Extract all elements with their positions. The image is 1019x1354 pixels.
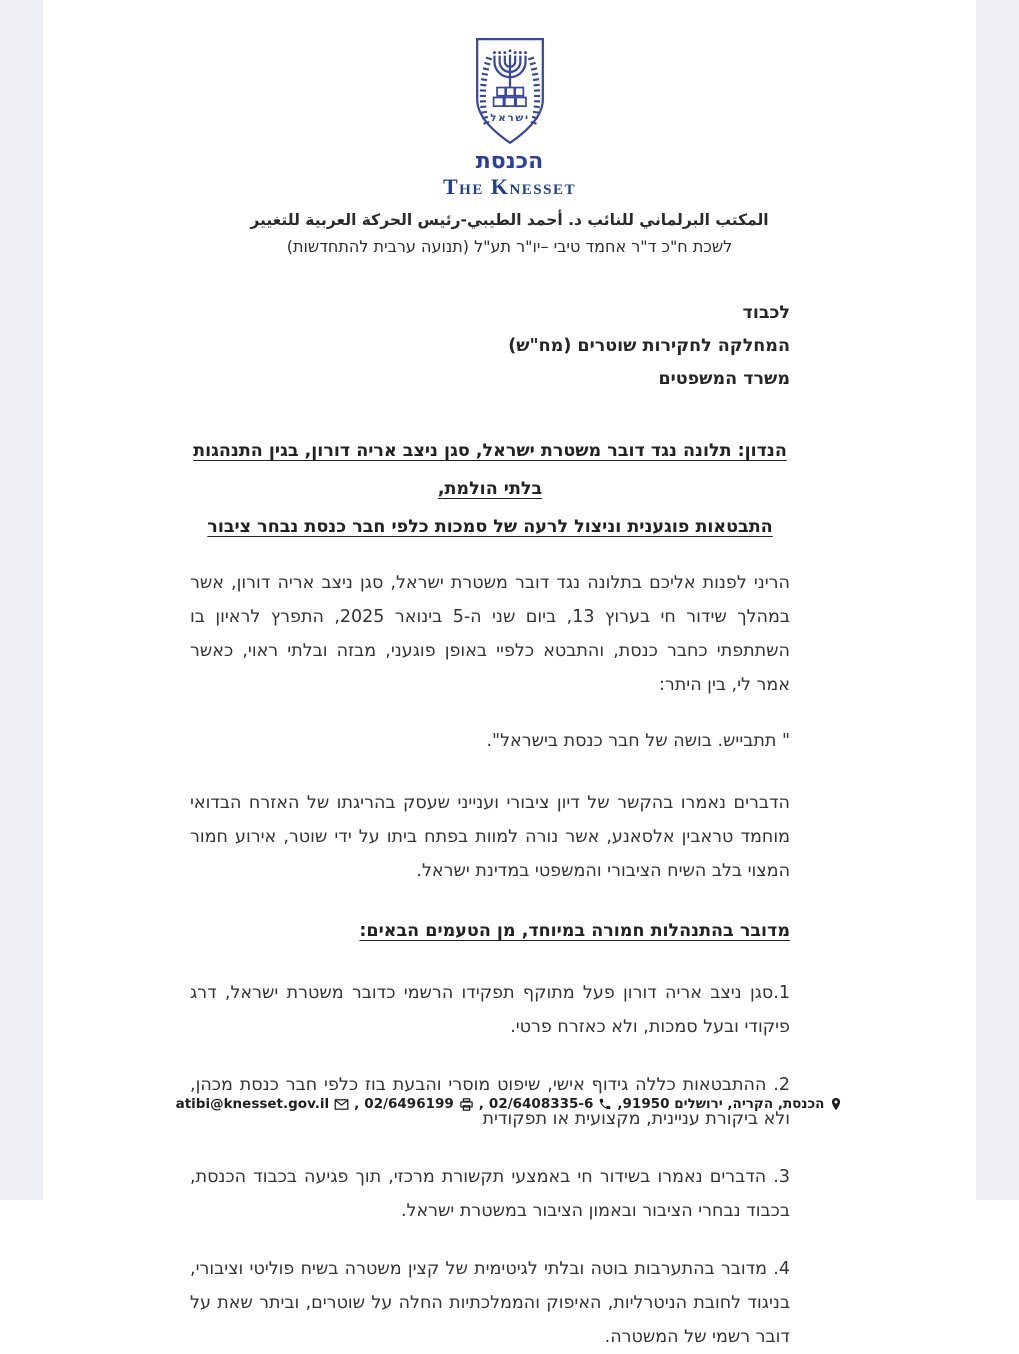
knesset-title-hebrew: הכנסת xyxy=(475,149,544,174)
viewer-gutter-left xyxy=(0,0,43,1200)
footer-email: atibi@knesset.gov.il xyxy=(175,1096,330,1112)
footer-separator-2: , xyxy=(354,1096,360,1112)
office-line-hebrew: לשכת ח"כ ד"ר אחמד טיבי –יו"ר תע"ל (תנועה ערבית להתחדשות) xyxy=(286,237,733,256)
quoted-statement: " תתבייש. בושה של חבר כנסת בישראל". xyxy=(486,731,790,751)
reason-item-2: 2. ההתבטאות כללה גידוף אישי, שיפוט מוסרי והבעת בוז כלפי חבר כנסת מכהן, ולא ביקורת עניינית, מקצועית או תפקודית xyxy=(190,1075,790,1129)
email-envelope-icon xyxy=(334,1097,349,1112)
location-pin-icon xyxy=(829,1097,843,1111)
contact-footer xyxy=(43,1094,976,1114)
footer-separator-1: , xyxy=(478,1096,484,1112)
letterhead xyxy=(43,0,976,259)
reason-item-1: 1.סגן ניצב אריה דורון פעל מתוקף תפקידו הרשמי כדובר משטרת ישראל, דרג פיקודי ובעל סמכות, ולא כאזרח פרטי. xyxy=(190,983,790,1037)
letter-page xyxy=(43,0,976,1347)
footer-phone-number: 02/6408335-6 xyxy=(488,1096,594,1112)
reason-item-3: 3. הדברים נאמרו בשידור חי באמצעי תקשורת מרכזי, תוך פגיעה בכבוד הכנסת, בכבוד נבחרי הציבור ובאמון הציבור במשטרת ישראל. xyxy=(190,1167,790,1221)
knesset-emblem-icon xyxy=(43,34,976,148)
subject-line-2: התבטאות פוגענית וניצול לרעה של סמכות כלפי חבר כנסת נבחר ציבור xyxy=(207,517,773,537)
office-line-arabic: المكتب البرلماني للنائب د. أحمد الطيبي-رئيس الحركة العربية للتغيير xyxy=(250,211,769,229)
emblem-israel-label: ישראל xyxy=(489,112,530,125)
subject-line-1: הנדון: תלונה נגד דובר משטרת ישראל, סגן ניצב אריה דורון, בגין התנהגות בלתי הולמת, xyxy=(193,441,787,499)
subject-line xyxy=(190,432,790,546)
footer-fax-number: 02/6496199 xyxy=(364,1096,454,1112)
viewer-gutter-right xyxy=(976,0,1019,1200)
recipient-ministry: משרד המשפטים xyxy=(658,369,790,389)
fax-printer-icon xyxy=(459,1097,474,1112)
phone-icon xyxy=(598,1097,612,1111)
paragraph-complaint: הריני לפנות אליכם בתלונה נגד דובר משטרת ישראל, סגן ניצב אריה דורון, אשר במהלך שידור חי בערוץ 13, ביום שני ה-5 בינואר 2025, התפרץ לראיון בו השתתפתי כחבר כנסת, והתבטא כלפיי באופן פוגעני, מבזה ובלתי ראוי, כאשר אמר לי, בין היתר: xyxy=(190,573,790,695)
paragraph-context: הדברים נאמרו בהקשר של דיון ציבורי וענייני שעסק בהריגתו של האזרח הבדואי מוחמד טראבין אלסאנע, אשר נורה למוות בפתח ביתו על ידי שוטר, אירוע חמור המצוי בלב השיח הציבורי והמשפטי במדינת ישראל. xyxy=(190,793,790,881)
knesset-title-english: The Knesset xyxy=(443,174,576,199)
footer-address: הכנסת, הקריה, ירושלים 91950, xyxy=(617,1096,825,1112)
recipient-block xyxy=(190,297,790,396)
recipient-department: המחלקה לחקירות שוטרים (מח"ש) xyxy=(508,336,790,356)
recipient-salutation: לכבוד xyxy=(742,303,790,323)
reason-item-4: 4. מדובר בהתערבות בוטה ובלתי לגיטימית של קצין משטרה בשיח פוליטי וציבורי, בניגוד לחובת הניטרליות, האיפוק והממלכתיות החלה על שוטרים, וביתר שאת על דובר רשמי של המשטרה. xyxy=(190,1259,790,1347)
reasons-heading: מדובר בהתנהלות חמורה במיוחד, מן הטעמים הבאים: xyxy=(359,921,790,941)
letter-body xyxy=(43,297,976,1354)
